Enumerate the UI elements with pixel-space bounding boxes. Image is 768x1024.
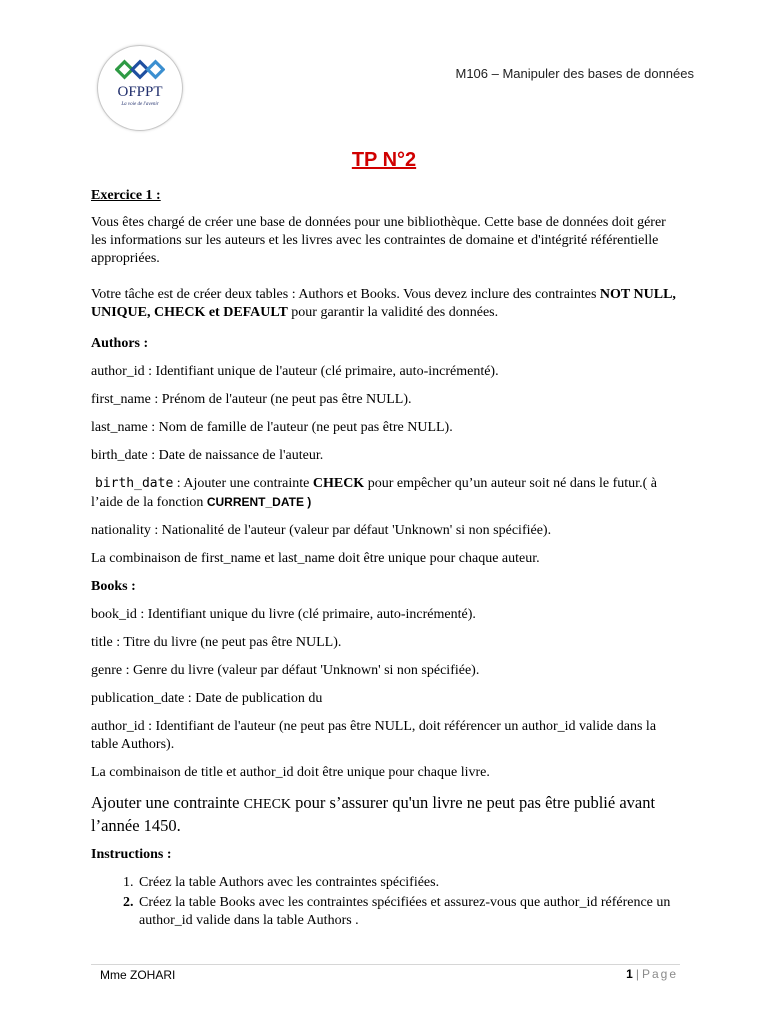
module-header: M106 – Manipuler des bases de données bbox=[455, 66, 694, 81]
task-text-end: pour garantir la validité des données. bbox=[287, 305, 499, 320]
page-separator: | bbox=[635, 967, 639, 981]
check-text-b: pour empêcher qu’un auteur soit né dans le futur.( à l’aide de la fonction bbox=[91, 476, 657, 510]
books-genre: genre : Genre du livre (valeur par défaut 'Unknown' si non spécifiée). bbox=[91, 663, 480, 678]
books-check-b: pour s’assurer qu'un livre ne peut pas être publié avant l’année 1450. bbox=[91, 793, 656, 835]
authors-author-id: author_id : Identifiant unique de l'auteur (clé primaire, auto-incrémenté). bbox=[91, 364, 499, 379]
authors-check-constraint bbox=[91, 475, 681, 512]
footer-author: Mme ZOHARI bbox=[100, 968, 176, 982]
check-text-a: : Ajouter une contrainte bbox=[173, 476, 313, 491]
check-field-name: birth_date bbox=[95, 476, 174, 491]
authors-combination: La combinaison de first_name et last_name doit être unique pour chaque auteur. bbox=[91, 551, 540, 566]
logo-text: OFPPT bbox=[117, 84, 163, 100]
check-keyword: CHECK bbox=[312, 476, 365, 491]
authors-nationality: nationality : Nationalité de l'auteur (valeur par défaut 'Unknown' si non spécifiée). bbox=[91, 523, 552, 538]
footer-divider bbox=[91, 964, 680, 965]
books-check-keyword: CHECK bbox=[243, 797, 292, 812]
books-book-id: book_id : Identifiant unique du livre (clé primaire, auto-incrémenté). bbox=[91, 607, 476, 622]
books-publication-date: publication_date : Date de publication du bbox=[91, 691, 323, 706]
task-constraints: NOT NULL, UNIQUE, CHECK et DEFAULT bbox=[91, 287, 676, 320]
authors-birth-date: birth_date : Date de naissance de l'auteur. bbox=[91, 448, 324, 463]
footer-page bbox=[626, 967, 678, 981]
books-check-a: Ajouter une contrainte bbox=[91, 793, 244, 812]
page-label: Page bbox=[641, 967, 678, 981]
instruction-item: 1. Créez la table Authors avec les contraintes spécifiées. bbox=[137, 874, 681, 892]
authors-heading: Authors : bbox=[91, 336, 149, 351]
books-author-id: author_id : Identifiant de l'auteur (ne peut pas être NULL, doit référencer un author_id valide dans la table Authors). bbox=[91, 719, 657, 752]
page-title: TP N°2 bbox=[351, 149, 417, 171]
page-number: 1 bbox=[626, 967, 633, 981]
authors-last-name: last_name : Nom de famille de l'auteur (ne peut pas être NULL). bbox=[91, 420, 453, 435]
exercise-task bbox=[91, 286, 681, 322]
logo-tagline: La voie de l'avenir bbox=[121, 102, 159, 107]
books-heading: Books : bbox=[91, 579, 136, 594]
authors-first-name: first_name : Prénom de l'auteur (ne peut pas être NULL). bbox=[91, 392, 412, 407]
exercise-intro: Vous êtes chargé de créer une base de données pour une bibliothèque. Cette base de données doit gérer les informations sur les auteurs et les livres avec les contraintes de domaine et d'intégrité référentielle appropriées. bbox=[91, 215, 666, 266]
ofppt-logo bbox=[98, 46, 182, 130]
document-body bbox=[91, 187, 681, 932]
instructions-list bbox=[91, 874, 681, 930]
task-text-start: Votre tâche est de créer deux tables : Authors et Books. Vous devez inclure des contraintes bbox=[91, 287, 600, 302]
instructions-heading: Instructions : bbox=[91, 847, 172, 862]
books-combination: La combinaison de title et author_id doit être unique pour chaque livre. bbox=[91, 765, 490, 780]
exercise-heading: Exercice 1 : bbox=[91, 188, 161, 203]
instruction-item: 2. Créez la table Books avec les contraintes spécifiées et assurez-vous que author_id référence un author_id valide dans la table Authors . bbox=[137, 894, 681, 930]
check-function: CURRENT_DATE ) bbox=[206, 495, 312, 509]
logo-mark-icon bbox=[115, 58, 165, 84]
books-check-constraint bbox=[91, 792, 681, 836]
books-title: title : Titre du livre (ne peut pas être NULL). bbox=[91, 635, 342, 650]
